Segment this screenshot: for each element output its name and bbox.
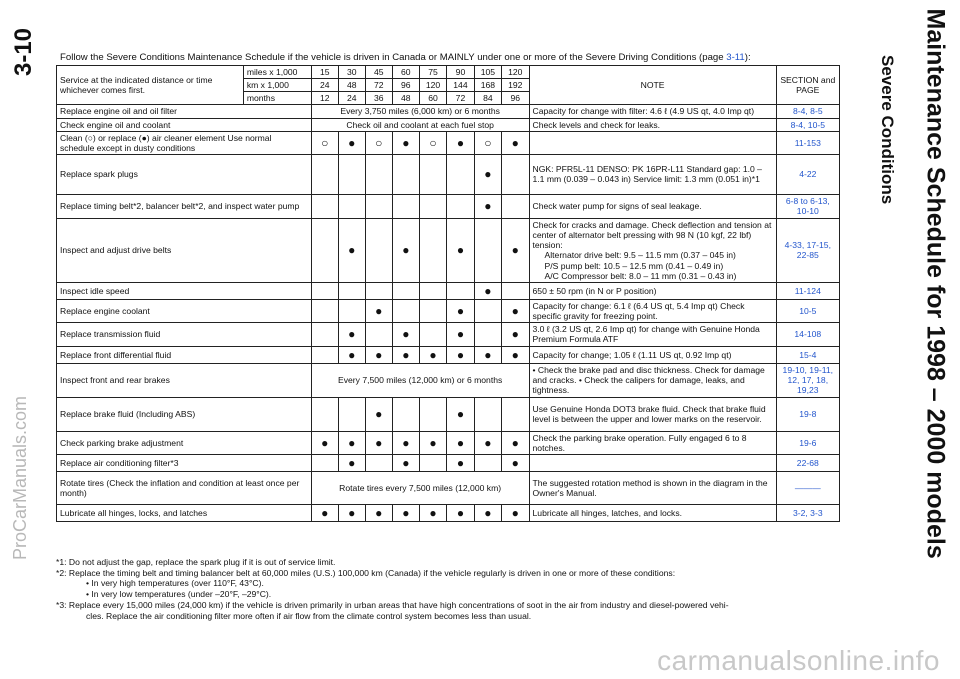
replace-dot-icon: ● xyxy=(474,346,501,363)
interval-span-cell: Every 7,500 miles (12,000 km) or 6 months xyxy=(311,363,529,397)
months-cell: 48 xyxy=(392,92,419,105)
note-cell xyxy=(529,105,776,118)
service-cell: Replace engine oil and oil filter xyxy=(57,105,312,118)
section-page-link[interactable]: 10-5 xyxy=(776,299,839,322)
service-cell: Inspect idle speed xyxy=(57,282,312,299)
inspect-circle-icon: ○ xyxy=(311,131,338,154)
footnote: *3: Replace every 15,000 miles (24,000 km) if the vehicle is driven primarily in urban areas that have high concentrations of soot in the air from industry and diesel-powered vehi- xyxy=(56,599,729,610)
interval-cell xyxy=(311,194,338,218)
note-cell xyxy=(529,363,776,397)
footnote: *2: Replace the timing belt and timing balancer belt at 60,000 miles (U.S.) 100,000 km (Canada) if the vehicle regularly is driven in one or more of these conditions: xyxy=(56,567,676,578)
replace-dot-icon: ● xyxy=(447,131,474,154)
replace-dot-icon: ● xyxy=(502,218,529,282)
replace-dot-icon: ● xyxy=(392,431,419,454)
km-cell: 96 xyxy=(392,79,419,92)
service-cell: Replace engine coolant xyxy=(57,299,312,322)
note-subitem: P/S pump belt: 10.5 – 12.5 mm (0.41 – 0.49 in) xyxy=(544,260,724,271)
months-cell: 24 xyxy=(338,92,365,105)
table-row xyxy=(57,118,840,131)
service-cell: Lubricate all hinges, locks, and latches xyxy=(57,505,312,522)
service-cell: Check parking brake adjustment xyxy=(57,431,312,454)
miles-cell: 120 xyxy=(502,66,529,79)
replace-dot-icon: ● xyxy=(447,218,474,282)
header-months-label: months xyxy=(243,92,311,105)
replace-dot-icon: ● xyxy=(338,505,365,522)
interval-cell xyxy=(311,218,338,282)
service-cell: Inspect and adjust drive belts xyxy=(57,218,312,282)
replace-dot-icon: ● xyxy=(338,323,365,346)
side-subtitle: Severe Conditions xyxy=(878,55,897,205)
footnote: • In very low temperatures (under –20°F, –29°C). xyxy=(86,589,272,600)
service-cell: Rotate tires (Check the inflation and condition at least once per month) xyxy=(57,472,312,505)
note-cell xyxy=(529,131,776,154)
note-cell xyxy=(529,397,776,431)
miles-cell: 75 xyxy=(419,66,446,79)
note-cell xyxy=(529,194,776,218)
interval-span-cell: Every 3,750 miles (6,000 km) or 6 months xyxy=(311,105,529,118)
note-subitem: A/C Compressor belt: 8.0 – 11 mm (0.31 – 0.43 in) xyxy=(544,270,737,281)
note-cell xyxy=(529,431,776,454)
interval-cell xyxy=(474,218,501,282)
interval-cell xyxy=(365,194,392,218)
note-cell xyxy=(529,323,776,346)
replace-dot-icon: ● xyxy=(338,346,365,363)
interval-span-cell: Check oil and coolant at each fuel stop xyxy=(311,118,529,131)
interval-cell xyxy=(502,154,529,194)
months-cell: 12 xyxy=(311,92,338,105)
interval-cell xyxy=(474,397,501,431)
miles-cell: 15 xyxy=(311,66,338,79)
table-row xyxy=(57,472,840,505)
intro-text: Follow the Severe Conditions Maintenance Schedule if the vehicle is driven in Canada or MAINLY under one or more of the Severe Driving Conditions (page 3-11): xyxy=(60,52,751,63)
interval-cell xyxy=(365,323,392,346)
inspect-circle-icon: ○ xyxy=(365,131,392,154)
intro-link[interactable]: 3-11 xyxy=(726,52,745,63)
interval-cell xyxy=(338,397,365,431)
table-row xyxy=(57,505,840,522)
interval-cell xyxy=(392,194,419,218)
interval-cell xyxy=(419,154,446,194)
interval-cell xyxy=(419,299,446,322)
months-cell: 36 xyxy=(365,92,392,105)
interval-cell xyxy=(419,282,446,299)
interval-cell xyxy=(447,194,474,218)
note-cell xyxy=(529,472,776,505)
interval-cell xyxy=(392,299,419,322)
header-note: NOTE xyxy=(529,66,776,105)
interval-cell xyxy=(365,154,392,194)
replace-dot-icon: ● xyxy=(502,454,529,471)
inspect-circle-icon: ○ xyxy=(419,131,446,154)
interval-cell xyxy=(311,282,338,299)
interval-cell xyxy=(392,397,419,431)
replace-dot-icon: ● xyxy=(474,282,501,299)
section-page-link[interactable]: 15-4 xyxy=(776,346,839,363)
note-text: Check levels and check for leaks. xyxy=(532,119,661,130)
replace-dot-icon: ● xyxy=(365,346,392,363)
note-text: Lubricate all hinges, latches, and locks. xyxy=(532,508,683,519)
replace-dot-icon: ● xyxy=(474,431,501,454)
replace-dot-icon: ● xyxy=(311,505,338,522)
note-text: The suggested rotation method is shown in the diagram in the Owner's Manual. xyxy=(532,478,768,499)
miles-cell: 90 xyxy=(447,66,474,79)
note-text: 650 ± 50 rpm (in N or P position) xyxy=(532,285,657,296)
interval-cell xyxy=(419,194,446,218)
replace-dot-icon: ● xyxy=(392,505,419,522)
interval-cell xyxy=(338,299,365,322)
note-text: • Check the brake pad and disc thickness. Check for damage and cracks. • Check the calipers for damage, leaks, and tightness. xyxy=(532,364,765,396)
table-row xyxy=(57,431,840,454)
replace-dot-icon: ● xyxy=(502,505,529,522)
table-row xyxy=(57,131,840,154)
replace-dot-icon: ● xyxy=(447,454,474,471)
replace-dot-icon: ● xyxy=(338,131,365,154)
replace-dot-icon: ● xyxy=(365,505,392,522)
note-text: 3.0 ℓ (3.2 US qt, 2.6 Imp qt) for change with Genuine Honda Premium Formula ATF xyxy=(532,324,760,345)
note-cell xyxy=(529,282,776,299)
service-cell: Clean (○) or replace (●) air cleaner element Use normal schedule except in dusty conditions xyxy=(57,131,312,154)
note-subitem: Alternator drive belt: 9.5 – 11.5 mm (0.37 – 045 in) xyxy=(544,250,736,261)
service-cell: Replace timing belt*2, balancer belt*2, and inspect water pump xyxy=(57,194,312,218)
header-service: Service at the indicated distance or time whichever comes first. xyxy=(57,66,244,105)
interval-cell xyxy=(502,282,529,299)
section-page-link[interactable]: 19-8 xyxy=(776,397,839,431)
service-cell: Replace air conditioning filter*3 xyxy=(57,454,312,471)
note-cell xyxy=(529,154,776,194)
note-text: Capacity for change with filter: 4.6 ℓ (4.9 US qt, 4.0 Imp qt) xyxy=(532,106,755,117)
section-page-link[interactable]: 14-108 xyxy=(776,323,839,346)
note-text: Capacity for change; 1.05 ℓ (1.11 US qt, 0.92 Imp qt) xyxy=(532,349,732,360)
replace-dot-icon: ● xyxy=(392,323,419,346)
section-page-link[interactable]: 3-2, 3-3 xyxy=(776,505,839,522)
interval-cell xyxy=(365,282,392,299)
table-row xyxy=(57,154,840,194)
section-page-link[interactable]: 6-8 to 6-13, 10-10 xyxy=(776,194,839,218)
interval-cell xyxy=(502,397,529,431)
footnote: cles. Replace the air conditioning filter more often if air flow from the climate control system becomes less than usual. xyxy=(86,610,532,621)
service-cell: Replace front differential fluid xyxy=(57,346,312,363)
inspect-circle-icon: ○ xyxy=(474,131,501,154)
section-page-link[interactable]: 19-10, 19-11, 12, 17, 18, 19,23 xyxy=(776,363,839,397)
replace-dot-icon: ● xyxy=(502,299,529,322)
km-cell: 168 xyxy=(474,79,501,92)
interval-cell xyxy=(338,154,365,194)
replace-dot-icon: ● xyxy=(392,131,419,154)
note-text: Use Genuine Honda DOT3 brake fluid. Check that brake fluid level is between the upper and lower marks on the reservoir. xyxy=(532,404,766,425)
section-page-link[interactable]: 4-22 xyxy=(776,154,839,194)
replace-dot-icon: ● xyxy=(447,299,474,322)
replace-dot-icon: ● xyxy=(392,346,419,363)
note-text: Check water pump for signs of seal leakage. xyxy=(532,201,702,212)
replace-dot-icon: ● xyxy=(502,346,529,363)
interval-cell xyxy=(419,323,446,346)
replace-dot-icon: ● xyxy=(419,431,446,454)
interval-cell xyxy=(474,454,501,471)
interval-span-cell: Rotate tires every 7,500 miles (12,000 km) xyxy=(311,472,529,505)
footnotes xyxy=(56,557,851,621)
table-row xyxy=(57,282,840,299)
service-cell: Inspect front and rear brakes xyxy=(57,363,312,397)
months-cell: 72 xyxy=(447,92,474,105)
note-cell xyxy=(529,505,776,522)
replace-dot-icon: ● xyxy=(365,431,392,454)
footnote: • In very high temperatures (over 110°F, 43°C). xyxy=(86,578,264,589)
interval-cell xyxy=(311,454,338,471)
interval-cell xyxy=(447,154,474,194)
replace-dot-icon: ● xyxy=(338,218,365,282)
interval-cell xyxy=(419,397,446,431)
replace-dot-icon: ● xyxy=(447,323,474,346)
interval-cell xyxy=(311,346,338,363)
header-miles-label: miles x 1,000 xyxy=(243,66,311,79)
interval-cell xyxy=(502,194,529,218)
replace-dot-icon: ● xyxy=(447,346,474,363)
table-row xyxy=(57,363,840,397)
table-row xyxy=(57,105,840,118)
km-cell: 48 xyxy=(338,79,365,92)
replace-dot-icon: ● xyxy=(338,431,365,454)
interval-cell xyxy=(311,397,338,431)
interval-cell xyxy=(311,154,338,194)
replace-dot-icon: ● xyxy=(502,323,529,346)
interval-cell xyxy=(392,154,419,194)
replace-dot-icon: ● xyxy=(392,218,419,282)
interval-cell xyxy=(365,218,392,282)
replace-dot-icon: ● xyxy=(474,505,501,522)
section-page-link[interactable]: 19-6 xyxy=(776,431,839,454)
interval-cell xyxy=(419,454,446,471)
page-number: 3-10 xyxy=(10,27,38,77)
watermark-bottom: carmanualsonline.info xyxy=(657,645,940,676)
note-text: Check the parking brake operation. Fully engaged 6 to 8 notches. xyxy=(532,432,747,453)
note-cell xyxy=(529,454,776,471)
footnote: *1: Do not adjust the gap, replace the spark plug if it is out of service limit. xyxy=(56,557,336,567)
interval-cell xyxy=(311,299,338,322)
section-page-link[interactable]: 11-124 xyxy=(776,282,839,299)
header-section: SECTION and PAGE xyxy=(776,66,839,105)
replace-dot-icon: ● xyxy=(419,505,446,522)
replace-dot-icon: ● xyxy=(365,397,392,431)
table-row xyxy=(57,346,840,363)
section-page-link[interactable]: 8-4, 10-5 xyxy=(776,118,839,131)
note-cell xyxy=(529,118,776,131)
months-cell: 60 xyxy=(419,92,446,105)
miles-cell: 60 xyxy=(392,66,419,79)
table-row xyxy=(57,397,840,431)
replace-dot-icon: ● xyxy=(392,454,419,471)
interval-cell xyxy=(338,194,365,218)
km-cell: 120 xyxy=(419,79,446,92)
months-cell: 96 xyxy=(502,92,529,105)
section-page-link[interactable]: 8-4, 8-5 xyxy=(776,105,839,118)
replace-dot-icon: ● xyxy=(338,454,365,471)
interval-cell xyxy=(474,299,501,322)
watermark-side: ProCarManuals.com xyxy=(10,395,30,560)
km-cell: 72 xyxy=(365,79,392,92)
replace-dot-icon: ● xyxy=(502,131,529,154)
service-cell: Replace transmission fluid xyxy=(57,323,312,346)
interval-cell xyxy=(365,454,392,471)
header-km-label: km x 1,000 xyxy=(243,79,311,92)
miles-cell: 105 xyxy=(474,66,501,79)
table-row xyxy=(57,299,840,322)
note-text: Capacity for change: 6.1 ℓ (6.4 US qt, 5.4 Imp qt) Check specific gravity for freezing point. xyxy=(532,300,745,322)
replace-dot-icon: ● xyxy=(474,194,501,218)
replace-dot-icon: ● xyxy=(474,154,501,194)
replace-dot-icon: ● xyxy=(447,397,474,431)
section-page-link[interactable]: 22-68 xyxy=(776,454,839,471)
section-page-link: ——— xyxy=(776,472,839,505)
side-title: Maintenance Schedule for 1998 – 2000 models xyxy=(921,8,950,559)
table-row xyxy=(57,454,840,471)
note-cell xyxy=(529,299,776,322)
table-row xyxy=(57,218,840,282)
service-cell: Replace brake fluid (Including ABS) xyxy=(57,397,312,431)
table-row xyxy=(57,194,840,218)
note-cell xyxy=(529,218,776,282)
replace-dot-icon: ● xyxy=(447,505,474,522)
km-cell: 144 xyxy=(447,79,474,92)
note-text: NGK: PFR5L-11 DENSO: PK 16PR-L11 Standard gap: 1.0 – 1.1 mm (0.039 – 0.043 in) Service limit: 1.3 mm (0.051 in)*1 xyxy=(532,164,762,185)
service-cell: Check engine oil and coolant xyxy=(57,118,312,131)
km-cell: 24 xyxy=(311,79,338,92)
replace-dot-icon: ● xyxy=(311,431,338,454)
interval-cell xyxy=(419,218,446,282)
replace-dot-icon: ● xyxy=(502,431,529,454)
interval-cell xyxy=(447,282,474,299)
maintenance-table xyxy=(56,65,840,522)
replace-dot-icon: ● xyxy=(365,299,392,322)
replace-dot-icon: ● xyxy=(447,431,474,454)
interval-cell xyxy=(338,282,365,299)
table-row xyxy=(57,323,840,346)
section-page-link[interactable]: 4-33, 17-15, 22-85 xyxy=(776,218,839,282)
interval-cell xyxy=(311,323,338,346)
miles-cell: 30 xyxy=(338,66,365,79)
replace-dot-icon: ● xyxy=(419,346,446,363)
note-text: Check for cracks and damage. Check deflection and tension at center of alternator belt pressing with 98 N (10 kgf, 22 lbf) tension: xyxy=(532,219,772,251)
note-cell xyxy=(529,346,776,363)
section-page-link[interactable]: 11-153 xyxy=(776,131,839,154)
miles-cell: 45 xyxy=(365,66,392,79)
interval-cell xyxy=(474,323,501,346)
km-cell: 192 xyxy=(502,79,529,92)
service-cell: Replace spark plugs xyxy=(57,154,312,194)
interval-cell xyxy=(392,282,419,299)
months-cell: 84 xyxy=(474,92,501,105)
